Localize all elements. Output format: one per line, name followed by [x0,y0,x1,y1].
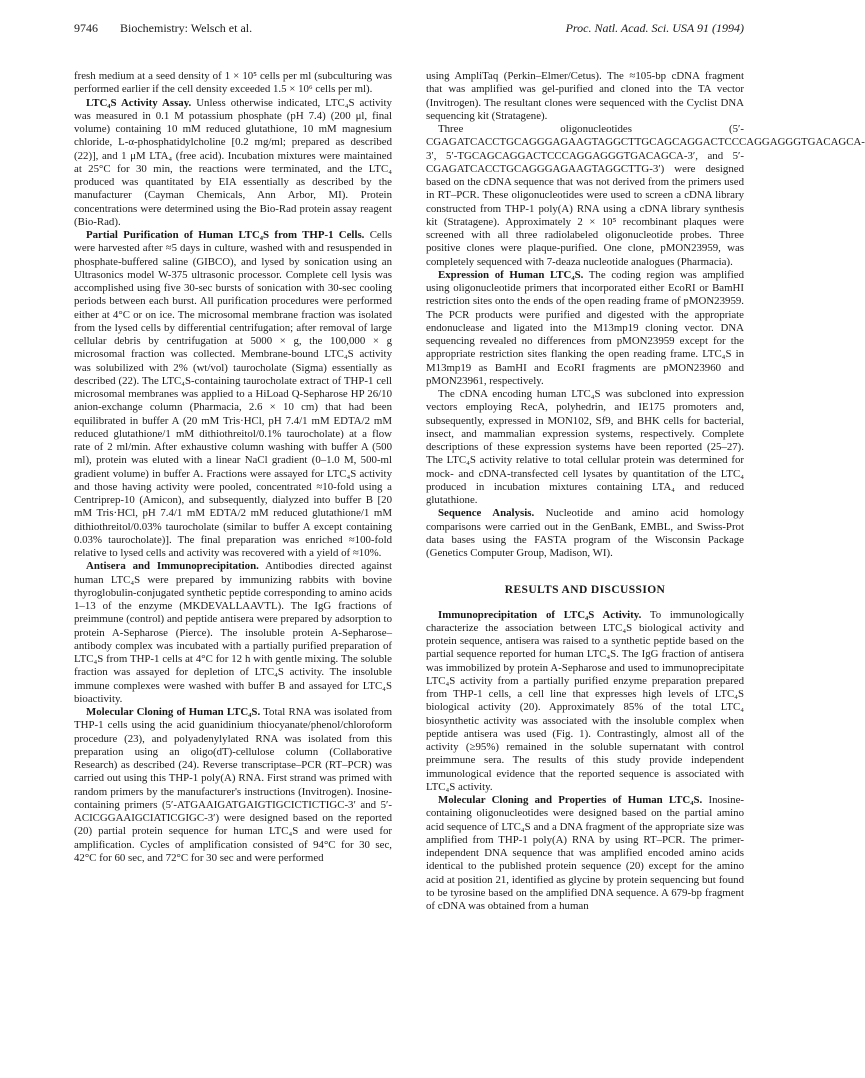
paragraph-expression: Expression of Human LTC₄S. The coding region was amplified using oligonucleotide primers that incorporated either EcoRI or BamHI restriction sites onto the ends of the open reading frame of pMON23959. The PCR products were purified and digested with the appropriate endonuclease and ligated into the M13mp19 cloning vector. DNA sequencing revealed no differences from pMON23959 except for the appropriate restriction sites flanking the open reading frame. LTC₄S in M13mp19 as BamHI and EcoRI fragments are pMON23960 and pMON23961, respectively. [426,268,744,387]
run-in-heading-purification: Partial Purification of Human LTC₄S from THP-1 Cells. [86,229,365,241]
running-head-journal: Proc. Natl. Acad. Sci. USA 91 (1994) [565,21,744,35]
paragraph-cloning-properties: Molecular Cloning and Properties of Human LTC₄S. Inosine-containing oligonucleotides were designed based on the partial amino acid sequence of LTC₄S and a DNA fragment of the appropriate size was amplified from THP-1 poly(A) RNA by using RT–PCR. The primer-independent DNA sequence that was amplified encoded amino acids identical to the published protein sequence (20) except for the amino acid at position 21, identified as glycine by protein sequencing but found to be tyrosine based on the amplified DNA sequence. A 679-bp fragment of cDNA was obtained from a human [426,794,744,912]
paragraph-amplitaq: using AmpliTaq (Perkin–Elmer/Cetus). The ≈105-bp cDNA fragment that was amplified was gel-purified and cloned into the TA vector (Invitrogen). The resultant clones were sequenced with the Cyclist DNA sequencing kit (Stratagene). [426,70,744,122]
paragraph-seed-density: fresh medium at a seed density of 1 × 10⁵ cells per ml (subculturing was performed earlier if the cell density exceeded 1.5 × 10⁶ cells per ml). [74,70,392,96]
paragraph-molecular-cloning: Molecular Cloning of Human LTC₄S. Total RNA was isolated from THP-1 cells using the acid guanidinium thiocyanate/phenol/chloroform procedure (23), and polyadenylylated RNA was isolated from this preparation using an oligo(dT)-cellulose column (Collaborative Research) as described (24). Reverse transcriptase–PCR (RT–PCR) was carried out using this THP-1 poly(A) RNA. First strand was primed with random primers by the manufacturer's instructions (Invitrogen). Inosine-containing primers (5′-ATGAAIGATGAIGTIGCICTICTIGC-3′ and 5′-ACICGGAAIGCIATICGIGC-3′) were designed based on the reported (20) partial protein sequence for human LTC₄S and were used for amplification. Cycles of amplification consisted of 94°C for 30 sec, 42°C for 60 sec, and 72°C for 30 sec and were performed [74,706,393,864]
run-in-heading-expression: Expression of Human LTC₄S. [438,268,584,281]
left-column [74,70,392,865]
paragraph-immunoprecipitation: Immunoprecipitation of LTC₄S Activity. To immunologically characterize the association between LTC₄S biological activity and protein sequence, antisera was raised to a synthetic peptide based on the partial sequence reported for human LTC₄S. The IgG fraction of antisera was immobilized by protein A-Sepharose and used to immunoprecipitate LTC₄S activity from a partially purified enzyme preparation prepared from THP-1 cells, a cell line that expresses high levels of LTC₄S biological activity (20). Approximately 85% of the total LTC₄ biosynthetic activity was associated with the insoluble complex when peptide antisera was used (Fig. 1). Contrastingly, almost all of the activity (≥95%) remained in the soluble supernatant with control preimmune sera. The results of this study provide independent immunological evidence that the reported sequence is associated with LTC₄S activity. [426,608,744,793]
paragraph-sequence-analysis: Sequence Analysis. Nucleotide and amino acid homology comparisons were carried out in the GenBank, EMBL, and Swiss-Prot data bases using the FASTA program of the Wisconsin Package (Genetics Computer Group, Madison, WI). [426,507,744,559]
run-in-heading-sequence: Sequence Analysis. [438,507,535,520]
run-in-heading-antisera: Antisera and Immunoprecipitation. [86,560,259,573]
paragraph-partial-purification: Partial Purification of Human LTC₄S from THP-1 Cells. Cells were harvested after ≈5 days in culture, washed with and resuspended in phosphate-buffered saline (GIBCO), and lysed by sonication using an Ultrasonics model W-375 ultrasonic processor. Complete cell lysis was accomplished using five 30-sec bursts of sonication with 30-sec cooling periods between each burst. All purification procedures were performed either at 4°C or on ice. The microsomal membrane fraction was isolated from the lysed cells by differential centrifugation; after removal of large cellular debris by centrifugation at 5000 × g, the 100,000 × g microsomal fraction was collected. Membrane-bound LTC₄S activity was solubilized with 2% (wt/vol) taurocholate (Sigma) essentially as described (22). The LTC₄S-containing taurocholate extract of THP-1 cell microsomal membranes was applied to a HiLoad Q-Sepharose HP 26/10 anion-exchange column (Pharmacia, 2.6 × 10 cm) that had been equilibrated in buffer A (20 mM Tris·HCl, pH 7.4/1 mM EDTA/2 mM reduced glutathione/1 mM dithiothreitol/0.1% taurocholate) at a flow rate of 2 ml/min. After exhaustive column washing with buffer A (500 ml), protein was eluted with a linear NaCl gradient (0–1.0 M, 500-ml gradient volume) in buffer A. Fractions were assayed for LTC₄S activity and those having activity were pooled, concentrated ≈10-fold using a Centriprep-10 (Amicon), and subsequently, dialyzed into buffer B [20 mM Tris·HCl, pH 7.4/1 mM EDTA/2 mM reduced glutathione/1 mM dithiothreitol/0.03% taurocholate (similar to buffer A except containing 0.03% taurocholate)]. The final preparation was enriched ≈100-fold relative to lysed cells and activity was recovered with a yield of ≈10%. [74,229,392,559]
run-in-heading-immunoprecipitation: Immunoprecipitation of LTC₄S Activity. [438,608,642,621]
running-header [74,20,744,36]
run-in-heading-assay: LTC₄S Activity Assay. [86,96,192,109]
run-in-heading-cloning: Molecular Cloning of Human LTC₄S. [86,706,261,718]
page-number: 9746 [74,21,98,35]
paragraph-expression-systems: The cDNA encoding human LTC₄S was subcloned into expression vectors employing RecA, polyhedrin, and IE175 promoters and, subsequently, expressed in MON102, Sf9, and BHK cells for bacterial, insect, and mammalian expression systems, respectively. Complete descriptions of these expression systems have been reported (25–27). The LTC₄S activity relative to total cellular protein was determined for mock- and cDNA-transfected cell lysates by quantitation of the LTC₄ produced in incubation mixtures containing LTA₄ and reduced glutathione. [426,388,744,506]
paragraph-oligonucleotides: Three oligonucleotides (5′-CGAGATCACCTGCAGGGAGAAGTAGGCTTGCAGCAGGACTCCCAGGAGGGTGACAGCA-3′, 5′-TGCAGCAGGACTCCCAGGAGGGTGACAGCA-3′, and 5′-CGAGATCACCTGCAGGGAGAAGTAGGCTTG-3′) were designed based on the cDNA sequence that was not derived from the primers used in RT–PCR. These oligonucleotides were used to screen a cDNA library constructed from THP-1 poly(A) RNA using a cDNA library synthesis kit (Stratagene). Approximately 2 × 10⁵ recombinant plaques were screened with all three radiolabeled oligonucleotide probes. Three positive clones were plaque-purified. One clone, pMON23959, was completely sequenced with 7-deaza nucleotide analogues (Pharmacia). [426,123,865,268]
run-in-heading-properties: Molecular Cloning and Properties of Human LTC₄S. [438,794,703,806]
paragraph-ltc4s-assay: LTC₄S Activity Assay. Unless otherwise indicated, LTC₄S activity was measured in 0.1 M potassium phosphate (pH 7.4) (200 μl, final volume) containing 10 mM reduced glutathione, 10 mM magnesium chloride, L-α-phosphatidylcholine [0.2 mg/ml; prepared as described (22)], and 1 μM LTA₄ (free acid). Incubation mixtures were maintained at 25°C for 30 min, the reactions were terminated, and the LTC₄ produced was quantitated by EIA essentially as described by the manufacturer (Cayman Chemicals, Ann Arbor, MI). Protein concentrations were determined using the Bio-Rad protein assay reagent (Bio-Rad). [74,96,392,228]
right-column [426,70,865,913]
section-title-results: RESULTS AND DISCUSSION [504,584,666,597]
paragraph-antisera: Antisera and Immunoprecipitation. Antibodies directed against human LTC₄S were prepared by immunizing rabbits with bovine thyroglobulin-conjugated synthetic peptide corresponding to amino acids 1–13 of the enzyme (MKDEVALLAAVTL). The IgG fractions of preimmune (control) and peptide antisera were prepared by adsorption to protein A-Sepharose (Pierce). The insoluble protein A-Sepharose–antibody complex was incubated with a partially purified preparation of LTC₄S from THP-1 cells at 4°C for 12 h with gentle mixing. The soluble fraction was assayed for depletion of LTC₄S activity. The insoluble immune complexes were washed with buffer B and assayed for LTC₄S bioactivity. [74,560,392,705]
running-head-authors: Biochemistry: Welsch et al. [120,21,253,35]
